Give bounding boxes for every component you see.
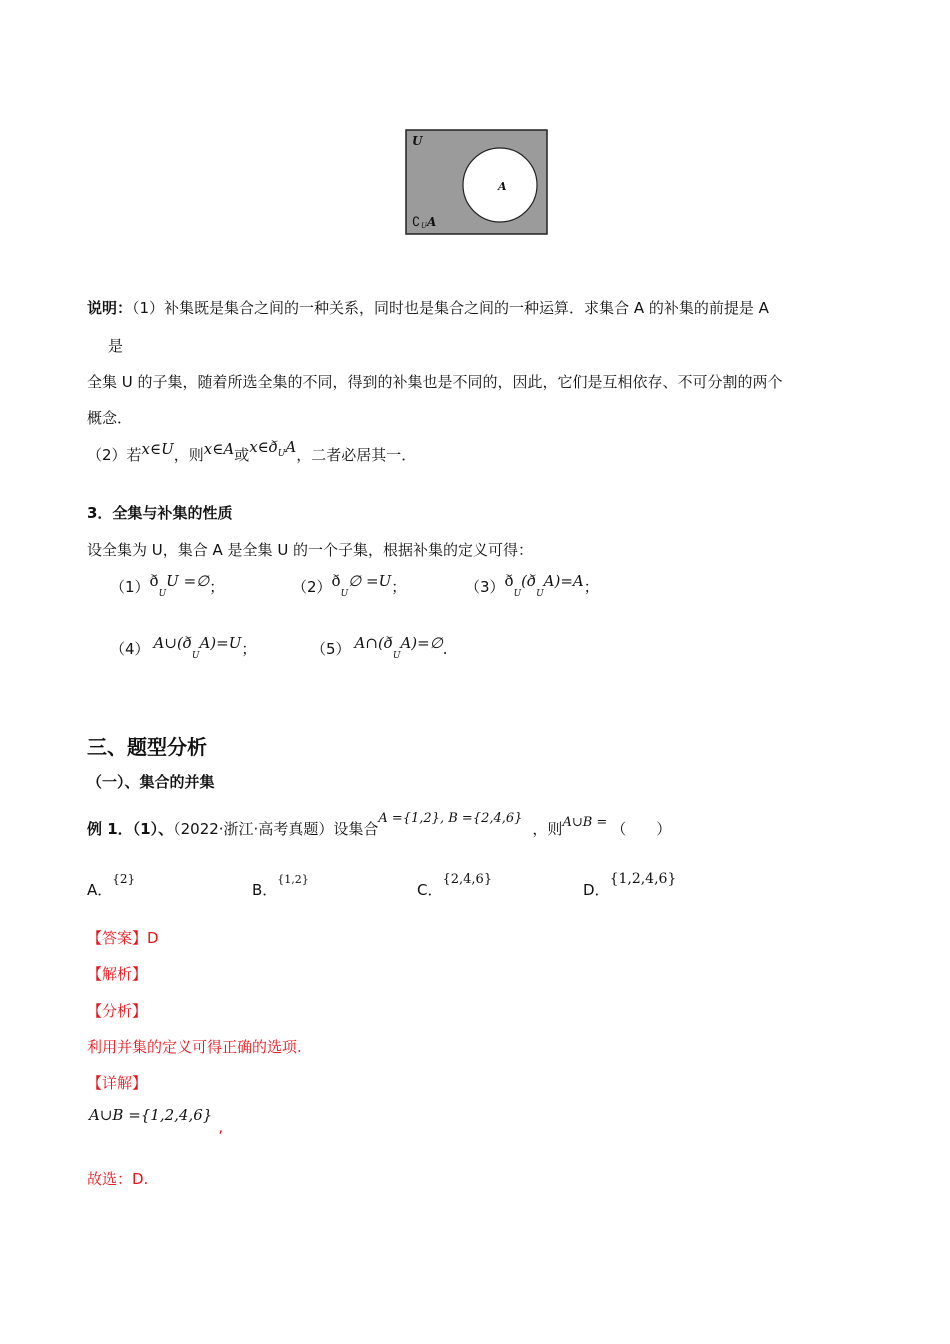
formula-x-in-complement: $x\in ð_UA$ bbox=[249, 438, 297, 459]
analysis-label: 【解析】 bbox=[87, 965, 148, 983]
venn-diagram bbox=[405, 129, 548, 235]
property-2: $(2)ð_U\emptyset =U$； bbox=[292, 572, 407, 599]
note-label: 说明： bbox=[87, 299, 133, 317]
choose-text: 故选：D. bbox=[87, 1170, 149, 1188]
note-line-1b: 是 bbox=[108, 337, 124, 355]
answer: 【答案】D bbox=[87, 929, 159, 947]
universe-label: U bbox=[412, 134, 423, 148]
example1-line: 例 1．（1）、（2022·浙江·高考真题）设集合A ={1,2}, B ={2,4,6}，则A∪B = （ ） bbox=[87, 811, 672, 838]
section3-intro: 设全集为 U，集合 A 是全集 U 的一个子集，根据补集的定义可得： bbox=[87, 541, 534, 559]
example1-source: （2022·浙江·高考真题）设集合 bbox=[173, 820, 379, 838]
property-1: $(1)ð_UU$ =∅； bbox=[110, 572, 225, 599]
option-b[interactable]: B．$^{\{1,2\}}$ bbox=[252, 873, 309, 899]
property-4: （4） $A\cup(ð_UA)=U$； bbox=[110, 634, 257, 661]
property-3: $(3)ð_U(ð_UA)=A$； bbox=[465, 572, 599, 599]
formula-x-in-u: x∈U bbox=[141, 440, 174, 458]
example1-label: 例 1．（1）、 bbox=[87, 820, 174, 838]
note-line-4: （2）若x∈U，则x∈A或$x\in ð_UA$，二者必居其一． bbox=[87, 438, 417, 464]
note-line-2: 全集 U 的子集，随着所选全集的不同，得到的补集也是不同的，因此，它们是互相依存、不可分割的两个 bbox=[87, 373, 783, 391]
fenxi-text: 利用并集的定义可得正确的选项. bbox=[87, 1038, 302, 1056]
complement-sub: U bbox=[421, 222, 427, 230]
part3-subheading: （一）、集合的并集 bbox=[87, 773, 215, 791]
section3-heading: 3．全集与补集的性质 bbox=[87, 504, 233, 522]
set-a-label: A bbox=[498, 180, 507, 193]
option-a[interactable]: A．$^{\{2\}}$ bbox=[87, 872, 136, 899]
fenxi-label: 【分析】 bbox=[87, 1002, 148, 1020]
complement-set: A bbox=[427, 215, 437, 229]
note-line-1 bbox=[87, 297, 769, 318]
example1-sets: A ={1,2}, B ={2,4,6} bbox=[378, 811, 523, 826]
detail-formula: A∪B ={1,2,4,6}, bbox=[89, 1106, 224, 1136]
note-text-1: （1）补集既是集合之间的一种关系，同时也是集合之间的一种运算．求集合 A 的补集的前提是 A bbox=[132, 299, 769, 317]
example1-blank: （ ） bbox=[611, 820, 672, 838]
option-c[interactable]: C．{2,4,6} bbox=[417, 872, 493, 899]
detail-label: 【详解】 bbox=[87, 1074, 148, 1092]
note-line-3: 概念． bbox=[87, 409, 133, 427]
example1-union: A∪B = bbox=[562, 815, 608, 830]
option-d[interactable]: D．{1,2,4,6} bbox=[583, 871, 677, 899]
property-5: （5） $A\cap(ð_UA)=\emptyset$. bbox=[311, 634, 448, 661]
complement-symbol: ∁ bbox=[412, 215, 421, 230]
part3-heading: 三、题型分析 bbox=[87, 735, 207, 759]
formula-x-in-a: x∈A bbox=[203, 440, 235, 458]
